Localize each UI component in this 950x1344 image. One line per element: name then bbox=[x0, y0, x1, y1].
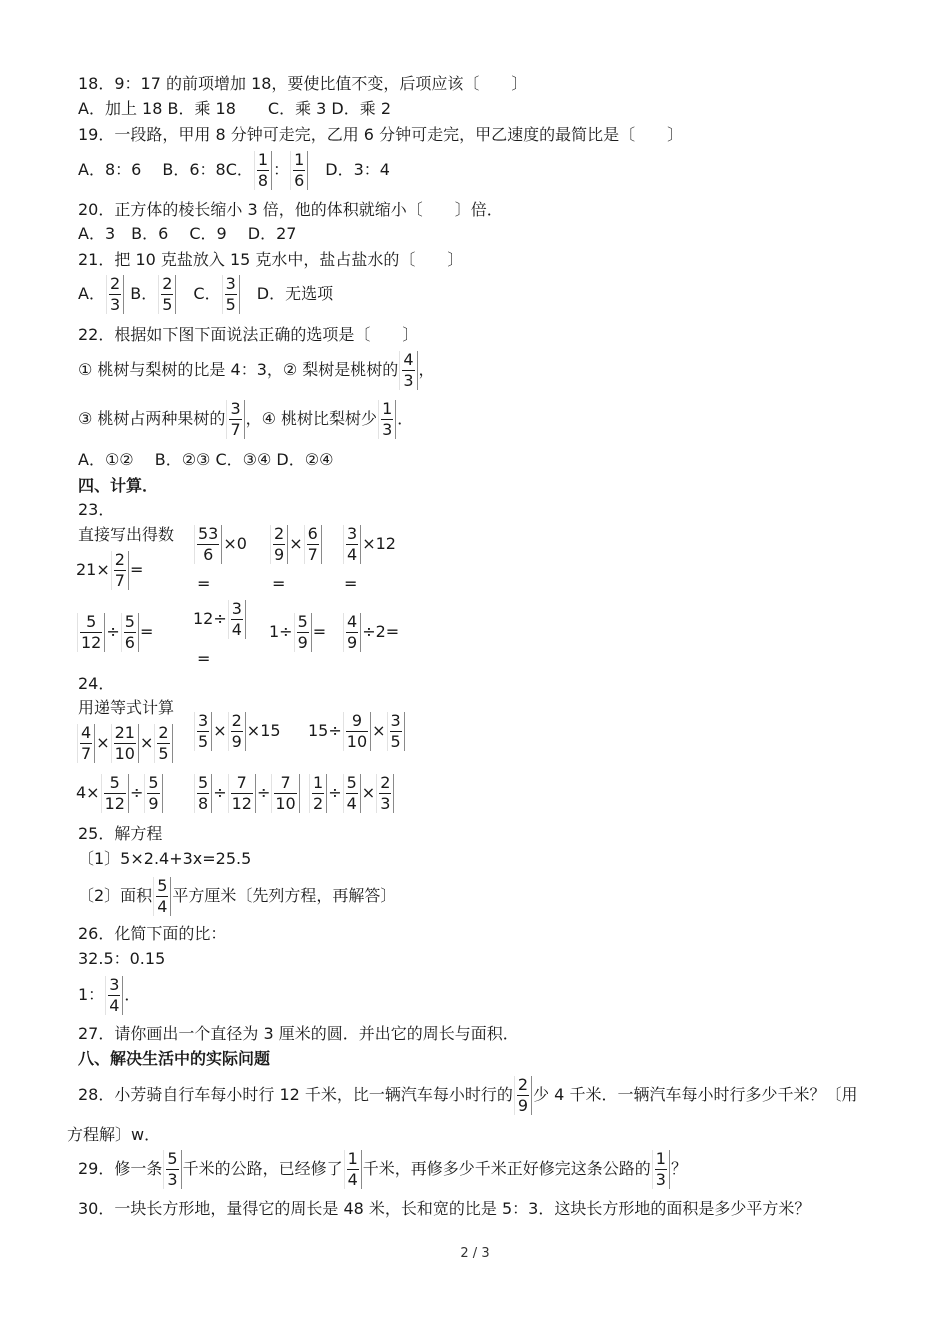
expr-53-6-times-0: $\frac{53}{6}$ ×0 bbox=[193, 522, 247, 566]
page-number: 2 / 3 bbox=[460, 1246, 490, 1261]
question-18-options: A．加上 18 B．乘 18 C．乘 3 D．乘 2 bbox=[78, 99, 392, 118]
expr-12-div-3-4: 12÷ $\frac{3}{4}$ bbox=[193, 597, 247, 641]
expr-3-5-times-2-9-times-15: $\frac{3}{5}$ × $\frac{2}{9}$ ×15 bbox=[193, 709, 281, 753]
fraction-1-4: $\frac{1}{4}$ bbox=[344, 1150, 362, 1189]
fraction-3-7: $\frac{3}{7}$ bbox=[226, 400, 244, 439]
question-20-options: A．3 B．6 C．9 D．27 bbox=[78, 224, 297, 243]
question-27: 27．请你画出一个直径为 3 厘米的圆．并出它的周长与面积． bbox=[78, 1024, 519, 1043]
question-18: 18．9：17 的前项增加 18，要使比值不变，后项应该〔 〕 bbox=[78, 74, 528, 93]
question-26-part-1: 32.5：0.15 bbox=[78, 949, 166, 968]
question-28-cont: 方程解〕w． bbox=[67, 1125, 161, 1144]
question-22-statement-1: ① 桃树与梨树的比是 4：3，② 梨树是桃树的 $\frac{4}{3}$ ， bbox=[78, 350, 435, 390]
question-20: 20．正方体的棱长缩小 3 倍，他的体积就缩小〔 〕倍． bbox=[78, 200, 503, 219]
expr-1-2-div-5-4-times-2-3: $\frac{1}{2}$ ÷ $\frac{5}{4}$ × $\frac{2}{3}$ bbox=[308, 771, 395, 815]
expr-3-4-times-12: $\frac{3}{4}$ ×12 bbox=[342, 522, 396, 566]
question-22-statement-2: ③ 桃树占两种果树的 $\frac{3}{7}$ ，④ 桃树比梨树少 $\frac{1}{3}$ ． bbox=[78, 399, 414, 439]
fraction-2-5: $\frac{2}{5}$ bbox=[158, 275, 176, 314]
question-26-part-2: 1： $\frac{3}{4}$ ． bbox=[78, 975, 141, 1015]
fraction-2-9: $\frac{2}{9}$ bbox=[514, 1076, 532, 1115]
fraction-1-8: $\frac{1}{8}$ bbox=[254, 151, 272, 190]
expr-4-times-5-12-div-5-9: 4× $\frac{5}{12}$ ÷ $\frac{5}{9}$ bbox=[76, 771, 164, 815]
fraction-4-3: $\frac{4}{3}$ bbox=[399, 351, 417, 390]
question-24: 24． bbox=[78, 674, 115, 693]
fraction-3-5: $\frac{3}{5}$ bbox=[222, 275, 240, 314]
question-24-title: 用递等式计算 bbox=[78, 698, 175, 717]
question-26: 26．化简下面的比： bbox=[78, 924, 227, 943]
equals-sign: = bbox=[197, 574, 211, 593]
question-25: 25．解方程 bbox=[78, 824, 163, 843]
expr-5-12-div-5-6: $\frac{5}{12}$ ÷ $\frac{5}{6}$ = bbox=[76, 610, 153, 654]
expr-5-8-div-7-12-div-7-10: $\frac{5}{8}$ ÷ $\frac{7}{12}$ ÷ $\frac{7}{10}$ bbox=[193, 771, 301, 815]
question-21-options: A． $\frac{2}{3}$ B． $\frac{2}{5}$ C． $\frac{3}{5}$ D．无选项 bbox=[78, 274, 334, 314]
section-heading-practical: 八、解决生活中的实际问题 bbox=[78, 1049, 271, 1068]
question-21: 21．把 10 克盐放入 15 克水中，盐占盐水的〔 〕 bbox=[78, 250, 464, 269]
question-19-options bbox=[78, 148, 390, 192]
option-text: A．8：6 B．6：8C． bbox=[78, 160, 253, 179]
question-22: 22．根据如下图下面说法正确的选项是〔 〕 bbox=[78, 325, 419, 344]
equals-sign: = bbox=[197, 649, 211, 668]
question-29: 29．修一条 $\frac{5}{3}$ 千米的公路，已经修了 $\frac{1}{4}$ 千米，再修多少千米正好修完这条公路的 $\frac{1}{3}$ ？ bbox=[78, 1149, 687, 1189]
section-heading-calc: 四、计算． bbox=[78, 476, 159, 495]
fraction-1-3: $\frac{1}{3}$ bbox=[378, 400, 396, 439]
expr-21-times-2-7: 21× $\frac{2}{7}$ = bbox=[76, 550, 144, 590]
option-text: D．3：4 bbox=[309, 160, 390, 179]
expr-4-7-times-21-10-times-2-5: $\frac{4}{7}$ × $\frac{21}{10}$ × $\frac{2}{5}$ bbox=[76, 721, 174, 765]
colon-text: ： bbox=[273, 160, 290, 179]
equals-sign: = bbox=[344, 574, 358, 593]
fraction-5-4: $\frac{5}{4}$ bbox=[153, 877, 171, 916]
question-23: 23． bbox=[78, 500, 115, 519]
question-19: 19．一段路，甲用 8 分钟可走完，乙用 6 分钟可走完，甲乙速度的最简比是〔 〕 bbox=[78, 125, 684, 144]
expr-4-9-div-2: $\frac{4}{9}$ ÷2= bbox=[342, 610, 399, 654]
question-28: 28．小芳骑自行车每小时行 12 千米，比一辆汽车每小时行的 $\frac{2}{9}$ 少 4 千米．一辆汽车每小时行多少千米？〔用 bbox=[78, 1075, 858, 1115]
question-23-title: 直接写出得数 bbox=[78, 525, 175, 544]
expr-2-9-times-6-7: $\frac{2}{9}$ × $\frac{6}{7}$ bbox=[269, 522, 323, 566]
expr-15-div-9-10-times-3-5: 15÷ $\frac{9}{10}$ × $\frac{3}{5}$ bbox=[308, 709, 406, 753]
fraction-3-4: $\frac{3}{4}$ bbox=[105, 976, 123, 1015]
fraction-1-6: $\frac{1}{6}$ bbox=[290, 151, 308, 190]
question-25-part-1: 〔1〕5×2.4+3x=25.5 bbox=[78, 849, 252, 868]
question-22-options: A．①② B．②③ C．③④ D．②④ bbox=[78, 450, 334, 469]
equals-sign: = bbox=[272, 574, 286, 593]
question-30: 30．一块长方形地，量得它的周长是 48 米，长和宽的比是 5：3．这块长方形地的面积是多少平方米？ bbox=[78, 1199, 811, 1218]
question-25-part-2: 〔2〕面积 $\frac{5}{4}$ 平方厘米〔先列方程，再解答〕 bbox=[78, 876, 397, 916]
fraction-2-3: $\frac{2}{3}$ bbox=[106, 275, 124, 314]
fraction-5-3: $\frac{5}{3}$ bbox=[163, 1150, 181, 1189]
fraction-1-3: $\frac{1}{3}$ bbox=[652, 1150, 670, 1189]
expr-1-div-5-9: 1÷ $\frac{5}{9}$ = bbox=[269, 612, 327, 652]
